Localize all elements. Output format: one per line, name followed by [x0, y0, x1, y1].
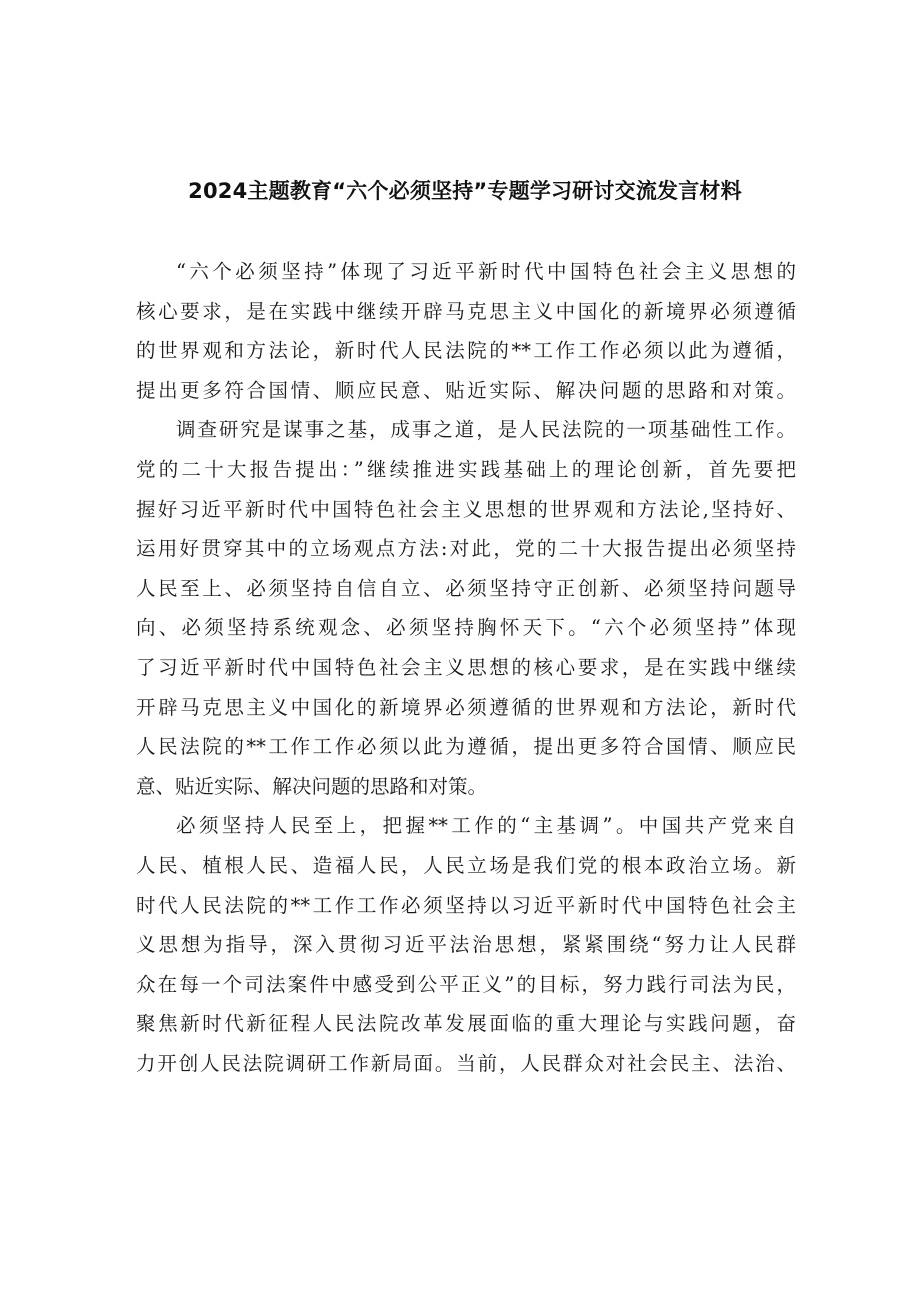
paragraph-line: 运用好贯穿其中的立场观点方法:对此，党的二十大报告提出必须坚持	[136, 537, 796, 561]
paragraph-line: 聚焦新时代新征程人民法院改革发展面临的重大理论与实践问题，奋	[136, 1012, 796, 1036]
paragraph-3	[136, 806, 796, 1083]
paragraph-line: 人民至上、必须坚持自信自立、必须坚持守正创新、必须坚持问题导	[136, 576, 796, 600]
document-title: 2024主题教育“六个必须坚持”专题学习研讨交流发言材料	[188, 179, 742, 203]
paragraph-line: 了习近平新时代中国特色社会主义思想的核心要求，是在实践中继续	[136, 655, 796, 679]
paragraph-line: 党的二十大报告提出：”继续推进实践基础上的理论创新，首先要把	[136, 457, 796, 481]
paragraph-2	[136, 410, 796, 806]
paragraph-line: 力开创人民法院调研工作新局面。当前，人民群众对社会民主、法治、	[136, 1051, 796, 1075]
paragraph-line: 必须坚持人民至上，把握**工作的“主基调”。中国共产党来自	[176, 814, 796, 838]
paragraph-line: 的世界观和方法论，新时代人民法院的**工作工作必须以此为遵循，	[136, 339, 796, 363]
paragraph-line: 调查研究是谋事之基，成事之道，是人民法院的一项基础性工作。	[176, 418, 796, 442]
paragraph-line: 意、贴近实际、解决问题的思路和对策。	[136, 774, 488, 798]
paragraph-line: 义思想为指导，深入贯彻习近平法治思想，紧紧围绕“努力让人民群	[136, 933, 796, 957]
paragraph-line: 向、必须坚持系统观念、必须坚持胸怀天下。“六个必须坚持”体现	[136, 616, 796, 640]
paragraph-line: 人民法院的**工作工作必须以此为遵循，提出更多符合国情、顺应民	[136, 735, 796, 759]
paragraph-1	[136, 252, 796, 410]
paragraph-line: 握好习近平新时代中国特色社会主义思想的世界观和方法论,坚持好、	[136, 497, 796, 521]
paragraph-line: 提出更多符合国情、顺应民意、贴近实际、解决问题的思路和对策。	[136, 378, 796, 402]
paragraph-line: 时代人民法院的**工作工作必须坚持以习近平新时代中国特色社会主	[136, 893, 796, 917]
paragraph-line: 众在每一个司法案件中感受到公平正义”的目标，努力践行司法为民，	[136, 972, 796, 996]
paragraph-line: “六个必须坚持”体现了习近平新时代中国特色社会主义思想的	[176, 260, 796, 283]
paragraph-line: 人民、植根人民、造福人民，人民立场是我们党的根本政治立场。新	[136, 853, 796, 877]
paragraph-line: 核心要求，是在实践中继续开辟马克思主义中国化的新境界必须遵循	[136, 299, 796, 323]
paragraph-line: 开辟马克思主义中国化的新境界必须遵循的世界观和方法论，新时代	[136, 695, 796, 719]
document-body	[136, 252, 796, 1083]
